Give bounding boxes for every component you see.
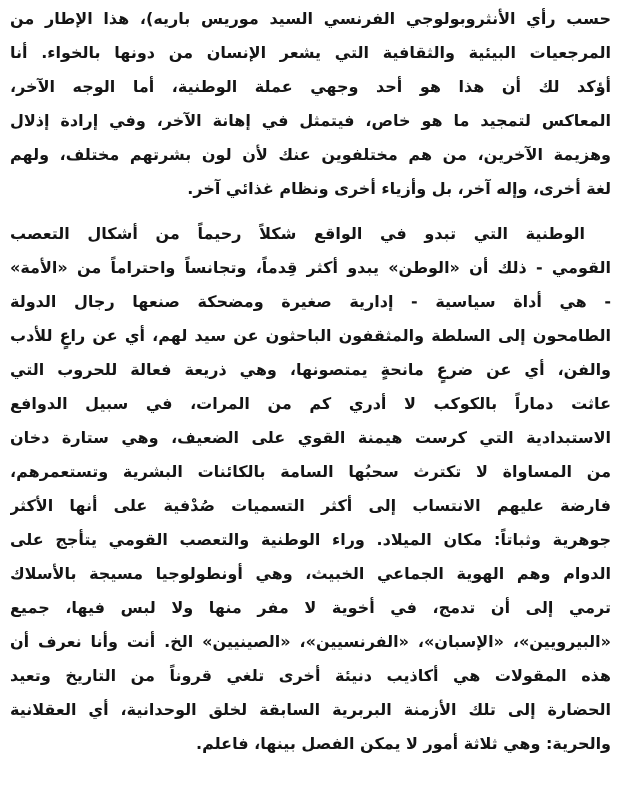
text-line: والفن، أي عن ضرعٍ مانحةٍ يمتصونها، وهي ذريعة فعالة للحروب التي (10, 360, 611, 379)
text-line: عاثت دماراً بالكوكب لا أدري كم من المرات، في سبيل الدوافع (10, 394, 611, 413)
text-line: الحضارة إلى تلك الأزمنة البربرية السابقة لخلق الوحدانية، أي العقلانية (10, 700, 611, 719)
text-line: «البيرويين»، «الإسبان»، «الفرنسيين»، «الصينيين» الخ. أنت وأنا نعرف أن (10, 632, 611, 651)
text-line: القومي - ذلك أن «الوطن» يبدو أكثر قِدماً، وتجانساً واحتراماً من «الأمة» (10, 258, 611, 277)
text-line: الطامحون إلى السلطة والمثقفون الباحثون عن سيد لهم، أي عن راعٍ للأدب (10, 326, 611, 345)
text-line: المعاكس لتمجيد ما هو خاص، فيتمثل في إهانة الآخر، وفي إرادة إذلال (10, 111, 611, 130)
text-line: ترمي إلى أن تدمج، في أخوية لا مفر منها ولا لبس فيها، جميع (10, 598, 611, 617)
text-line: هذه المقولات هي أكاذيب دنيئة أخرى تلغي قروناً من التاريخ وتعيد (10, 666, 611, 685)
text-line: فارضة عليهم الانتساب إلى أكثر التسميات صُدْفية على أنها الأكثر (10, 496, 611, 515)
text-line: لغة أخرى، وإله آخر، بل وأزياء أخرى ونظام غذائي آخر. (187, 179, 611, 198)
text-line: الدوام وهم الهوية الجماعي الخبيث، وهي أونطولوجيا مسيجة بالأسلاك (10, 564, 611, 583)
text-line: جوهرية وثباتاً: مكان الميلاد. وراء الوطنية والتعصب القومي يتأجج على (10, 530, 611, 549)
text-line: وهزيمة الآخرين، من هم مختلفوين عنك لأن لون بشرتهم مختلف، ولهم (10, 145, 611, 164)
text-line: - هي أداة سياسية - إدارية صغيرة ومضحكة صنعها رجال الدولة (10, 292, 611, 311)
paragraph-first-line: الوطنية التي تبدو في الواقع شكلاً رحيماً من أشكال التعصب (10, 224, 585, 243)
text-line: حسب رأي الأنثروبولوجي الفرنسي السيد موريس باريه)، هذا الإطار من (10, 9, 611, 28)
text-line: والحرية: وهي ثلاثة أمور لا يمكن الفصل بينها، فاعلم. (195, 734, 611, 753)
text-line: من المساواة لا تكترث سحبُها السامة بالكائنات البشرية وتستعمرهم، (10, 462, 611, 481)
text-line: المرجعيات البيئية والثقافية التي يشعر الإنسان من دونها بالخواء. أنا (10, 43, 611, 62)
text-line: أؤكد لك أن هذا هو أحد وجهي عملة الوطنية، أما الوجه الآخر، (10, 77, 611, 96)
text-line: الاستبدادية التي كرست هيمنة القوي على الضعيف، وهي ستارة دخان (10, 428, 611, 447)
book-page (10, 0, 611, 800)
